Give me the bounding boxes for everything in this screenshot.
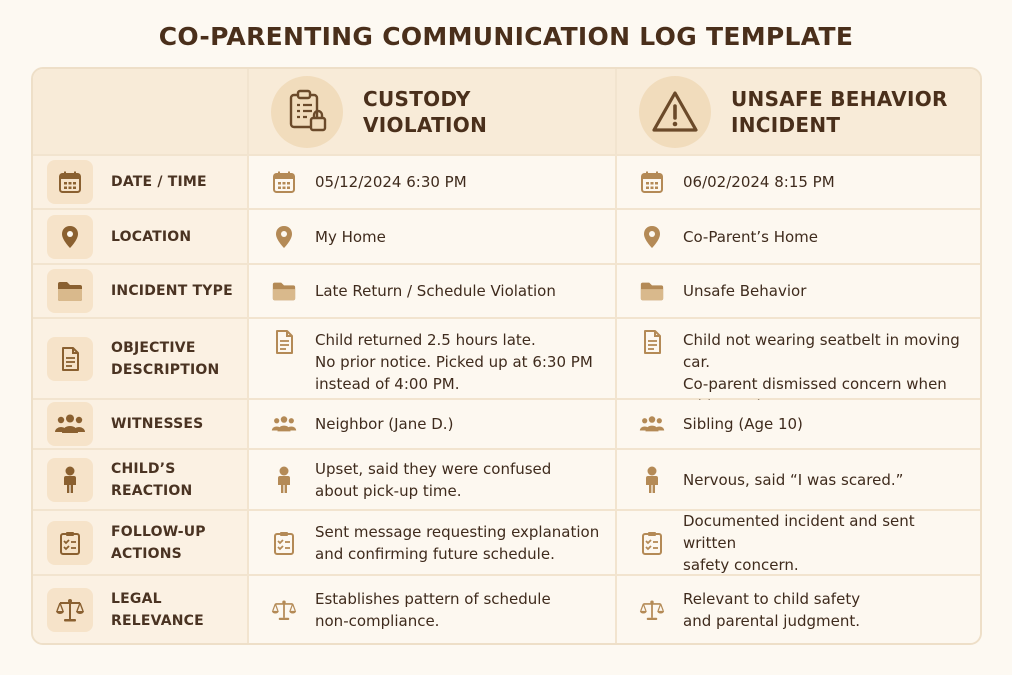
- value-cell-witnesses-unsafe-behavior: [617, 400, 980, 450]
- value-cell-child-s-reaction-custody-violation: [249, 450, 617, 511]
- column-title: UNSAFE BEHAVIOR INCIDENT: [731, 86, 948, 137]
- scales-icon: [47, 588, 93, 632]
- checklist-icon: [271, 530, 297, 556]
- value-text: 06/02/2024 8:15 PM: [683, 173, 835, 191]
- row-label-date-time: [33, 156, 249, 210]
- log-table: [31, 67, 982, 645]
- value-cell-child-s-reaction-unsafe-behavior: [617, 450, 980, 511]
- value-text: Establishes pattern of schedule non-compliance.: [315, 589, 551, 630]
- value-text: Documented incident and sent written safety concern.: [683, 511, 915, 574]
- log-grid: [33, 69, 980, 643]
- clipboard-lock-icon: [271, 76, 343, 148]
- value-cell-objective-description-custody-violation: [249, 319, 617, 400]
- folder-icon: [271, 278, 297, 304]
- value-text: Sibling (Age 10): [683, 415, 803, 433]
- row-label-text: OBJECTIVE DESCRIPTION: [111, 339, 220, 378]
- people-group-icon: [271, 411, 297, 437]
- column-header-unsafe-behavior: [617, 69, 980, 156]
- document-icon: [271, 329, 297, 355]
- column-title: CUSTODY VIOLATION: [363, 86, 488, 137]
- value-text: Unsafe Behavior: [683, 282, 807, 300]
- scales-icon: [271, 597, 297, 623]
- value-cell-legal-relevance-unsafe-behavior: [617, 576, 980, 643]
- calendar-icon: [271, 169, 297, 195]
- folder-icon: [639, 278, 665, 304]
- column-header-custody-violation: [249, 69, 617, 156]
- document-icon: [47, 337, 93, 381]
- value-text: My Home: [315, 227, 386, 246]
- folder-icon: [47, 269, 93, 313]
- row-label-text: INCIDENT TYPE: [111, 283, 233, 299]
- document-icon: [639, 329, 665, 355]
- checklist-icon: [47, 521, 93, 565]
- row-label-witnesses: [33, 400, 249, 450]
- scales-icon: [639, 597, 665, 623]
- warning-triangle-icon: [639, 76, 711, 148]
- value-cell-location-unsafe-behavior: [617, 210, 980, 265]
- row-label-text: LOCATION: [111, 228, 192, 245]
- value-text: Co-Parent’s Home: [683, 227, 819, 246]
- value-text: Sent message requesting explanation and confirming future schedule.: [315, 522, 600, 563]
- row-label-incident-type: [33, 265, 249, 319]
- calendar-icon: [639, 169, 665, 195]
- value-text: 05/12/2024 6:30 PM: [315, 173, 467, 191]
- value-cell-objective-description-unsafe-behavior: [617, 319, 980, 400]
- value-text: Child not wearing seatbelt in moving car. Co-parent dismissed concern when: [683, 331, 960, 393]
- row-label-objective-description: [33, 319, 249, 400]
- row-label-legal-relevance: [33, 576, 249, 643]
- value-cell-location-custody-violation: [249, 210, 617, 265]
- row-label-child-s-reaction: [33, 450, 249, 511]
- child-icon: [47, 458, 93, 502]
- value-cell-date-time-custody-violation: [249, 156, 617, 210]
- row-label-text: CHILD’S REACTION: [111, 460, 193, 499]
- value-cell-incident-type-custody-violation: [249, 265, 617, 319]
- child-icon: [271, 467, 297, 493]
- header-empty-cell: [33, 69, 249, 156]
- value-text: Neighbor (Jane D.): [315, 415, 454, 433]
- people-group-icon: [47, 402, 93, 446]
- value-text: Relevant to child safety and parental judgment.: [683, 589, 861, 630]
- row-label-text: WITNESSES: [111, 416, 204, 432]
- checklist-icon: [639, 530, 665, 556]
- value-cell-date-time-unsafe-behavior: [617, 156, 980, 210]
- value-text: Child returned 2.5 hours late. No prior notice. Picked up at 6:30 PM instead of 4:00 PM.: [315, 331, 593, 393]
- value-cell-witnesses-custody-violation: [249, 400, 617, 450]
- page-title: CO-PARENTING COMMUNICATION LOG TEMPLATE: [158, 22, 854, 51]
- value-text: Nervous, said “I was scared.”: [683, 470, 904, 489]
- row-label-follow-up-actions: [33, 511, 249, 576]
- value-cell-follow-up-actions-unsafe-behavior: [617, 511, 980, 576]
- location-pin-icon: [271, 224, 297, 250]
- row-label-location: [33, 210, 249, 265]
- row-label-text: FOLLOW-UP ACTIONS: [111, 523, 206, 562]
- row-label-text: LEGAL RELEVANCE: [111, 590, 204, 629]
- value-text: Late Return / Schedule Violation: [315, 282, 556, 300]
- location-pin-icon: [47, 215, 93, 259]
- calendar-icon: [47, 160, 93, 204]
- value-cell-legal-relevance-custody-violation: [249, 576, 617, 643]
- value-cell-incident-type-unsafe-behavior: [617, 265, 980, 319]
- location-pin-icon: [639, 224, 665, 250]
- value-cell-follow-up-actions-custody-violation: [249, 511, 617, 576]
- row-label-text: DATE / TIME: [111, 174, 207, 190]
- value-text: Upset, said they were confused about pick-up time.: [315, 459, 552, 500]
- child-icon: [639, 467, 665, 493]
- people-group-icon: [639, 411, 665, 437]
